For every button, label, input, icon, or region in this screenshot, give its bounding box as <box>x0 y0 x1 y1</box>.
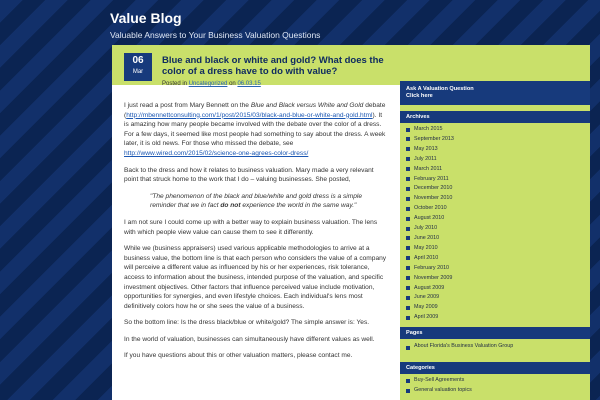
archive-link-label: October 2010 <box>414 205 447 212</box>
post-header <box>112 45 400 85</box>
square-bullet-icon <box>406 207 410 211</box>
square-bullet-icon <box>406 316 410 320</box>
archive-link[interactable] <box>406 155 584 165</box>
quote-text-a: "The phenomenon of the black and blue/white and gold dress is a simple reminder that we in fact <box>150 192 363 210</box>
page-link-label: About Florida's Business Valuation Group <box>414 343 514 350</box>
square-bullet-icon <box>406 346 410 350</box>
square-bullet-icon <box>406 266 410 270</box>
archive-link[interactable] <box>406 135 584 145</box>
date-badge <box>124 53 152 81</box>
archives-heading: Archives <box>400 111 590 123</box>
square-bullet-icon <box>406 236 410 240</box>
post-date-link[interactable]: 06.03.15 <box>237 81 261 87</box>
pages-list <box>400 339 590 356</box>
square-bullet-icon <box>406 256 410 260</box>
archive-link-label: June 2010 <box>414 234 440 241</box>
paragraph-2: Back to the dress and how it relates to business valuation. Mary made a very relevant point that struck home to the work that I do – valuing businesses. She posted, <box>124 166 374 184</box>
p1-text-b: debate ( <box>124 102 386 119</box>
archive-link-label: August 2009 <box>414 284 445 291</box>
archive-link-label: February 2010 <box>414 264 450 271</box>
categories-list <box>400 374 590 400</box>
meta-prefix: Posted in <box>162 81 188 87</box>
square-bullet-icon <box>406 157 410 161</box>
archive-link[interactable] <box>406 165 584 175</box>
p1-text-a: I just read a post from Mary Bennett on the <box>124 102 249 109</box>
archive-link-label: May 2013 <box>414 145 438 152</box>
post-body <box>112 85 400 361</box>
square-bullet-icon <box>406 197 410 201</box>
archive-link-label: June 2009 <box>414 294 440 301</box>
archive-link-label: May 2009 <box>414 304 438 311</box>
square-bullet-icon <box>406 227 410 231</box>
square-bullet-icon <box>406 276 410 280</box>
square-bullet-icon <box>406 389 410 393</box>
blog-title-link[interactable]: Value Blog <box>110 10 182 26</box>
category-link-label: Buy-Sell Agreements <box>414 377 465 384</box>
sidebar <box>400 45 590 400</box>
archives-list <box>400 123 590 327</box>
paragraph-5: So the bottom line: Is the dress black/blue or white/gold? The simple answer is: Yes. <box>124 319 370 327</box>
mbennett-link[interactable]: http://mbennettconsulting.com/1/post/2015/03/black-and-blue-or-white-and-gold.html <box>126 111 373 119</box>
square-bullet-icon <box>406 128 410 132</box>
archive-link[interactable] <box>406 234 584 244</box>
archive-link[interactable] <box>406 313 584 323</box>
archive-link[interactable] <box>406 204 584 214</box>
meta-on: on <box>229 81 236 87</box>
paragraph-3: I am not sure I could come up with a better way to explain business valuation. The lens with which people view value can cause them to see it differently. <box>124 218 378 236</box>
ask-question-button[interactable] <box>400 81 590 105</box>
archive-link-label: August 2010 <box>414 215 445 222</box>
paragraph-1 <box>124 101 388 159</box>
archive-link-label: July 2011 <box>414 155 437 162</box>
blog-header <box>110 10 320 40</box>
wired-link[interactable]: http://www.wired.com/2015/02/science-one-agrees-color-dress/ <box>124 149 309 157</box>
category-link[interactable] <box>406 376 584 386</box>
quote-text-b: experience the world in the same way." <box>242 202 357 210</box>
archive-link[interactable] <box>406 175 584 185</box>
paragraph-7: If you have questions about this or other valuation matters, please contact me. <box>124 352 353 360</box>
archive-link-label: September 2013 <box>414 135 454 142</box>
archive-link[interactable] <box>406 244 584 254</box>
archive-link-label: March 2015 <box>414 126 443 132</box>
date-day: 06 <box>132 55 144 66</box>
category-link[interactable] <box>406 386 584 396</box>
categories-heading: Categories <box>400 362 590 374</box>
post-title[interactable]: Blue and black or white and gold? What does the color of a dress have to do with value? <box>162 55 384 77</box>
quote <box>150 192 380 211</box>
archive-link[interactable] <box>406 293 584 303</box>
main-content <box>112 45 400 400</box>
archive-link-label: December 2010 <box>414 185 453 192</box>
archive-link[interactable] <box>406 224 584 234</box>
archive-link[interactable] <box>406 214 584 224</box>
date-month: Mar <box>132 69 144 75</box>
square-bullet-icon <box>406 246 410 250</box>
p1-italic: Blue and Black versus White and Gold <box>250 102 364 109</box>
pages-heading: Pages <box>400 327 590 339</box>
archive-link-label: November 2010 <box>414 195 453 202</box>
square-bullet-icon <box>406 286 410 290</box>
archive-link[interactable] <box>406 264 584 274</box>
archive-link[interactable] <box>406 184 584 194</box>
archive-link[interactable] <box>406 274 584 284</box>
cta-line-1: Ask A Valuation Question <box>406 86 474 92</box>
square-bullet-icon <box>406 296 410 300</box>
archive-link-label: May 2010 <box>414 244 438 251</box>
square-bullet-icon <box>406 147 410 151</box>
p1-text-c: ). It is amazing how many people became involved with the debate over the color of a dress. For a few days, it seemed like most people had something to say about the dress. A week later, it is old news. For those who missed the debate, see <box>124 111 386 148</box>
post-meta <box>162 81 261 87</box>
square-bullet-icon <box>406 187 410 191</box>
archive-link-label: November 2009 <box>414 274 453 281</box>
archive-link[interactable] <box>406 194 584 204</box>
archive-link[interactable] <box>406 145 584 155</box>
archive-link[interactable] <box>406 254 584 264</box>
quote-bold: do not <box>220 202 241 210</box>
square-bullet-icon <box>406 306 410 310</box>
archive-link-label: April 2009 <box>414 314 439 321</box>
square-bullet-icon <box>406 217 410 221</box>
paragraph-4: While we (business appraisers) used various applicable methodologies to arrive at a business value, the bottom line is that each person who considers the value of a company will perceive a different value as influenced by his or her experiences, risk tolerance, access to information about the business, intended purpose of the valuation, and specific investment objectives. Other factors that influence perceived value include motivation, opportunities for synergies, and even lifestyle choices. Each individual's lens most definitively colors how he or she sees the value of a business. <box>124 245 387 310</box>
blog-tagline: Valuable Answers to Your Business Valuation Questions <box>110 30 321 40</box>
category-link-label: General valuation topics <box>414 387 472 394</box>
page-link[interactable] <box>406 341 584 352</box>
square-bullet-icon <box>406 379 410 383</box>
archive-link[interactable] <box>406 303 584 313</box>
square-bullet-icon <box>406 167 410 171</box>
archive-link[interactable] <box>406 125 584 135</box>
archive-link-label: February 2011 <box>414 175 449 182</box>
square-bullet-icon <box>406 137 410 141</box>
cta-line-2: Click here <box>406 93 433 99</box>
square-bullet-icon <box>406 177 410 181</box>
archive-link[interactable] <box>406 284 584 294</box>
category-link[interactable]: Uncategorized <box>188 81 228 87</box>
archive-link-label: July 2010 <box>414 225 438 232</box>
archive-link-label: April 2010 <box>414 254 439 261</box>
archive-link-label: March 2011 <box>414 165 443 172</box>
paragraph-6: In the world of valuation, businesses can simultaneously have different values as well. <box>124 335 375 343</box>
